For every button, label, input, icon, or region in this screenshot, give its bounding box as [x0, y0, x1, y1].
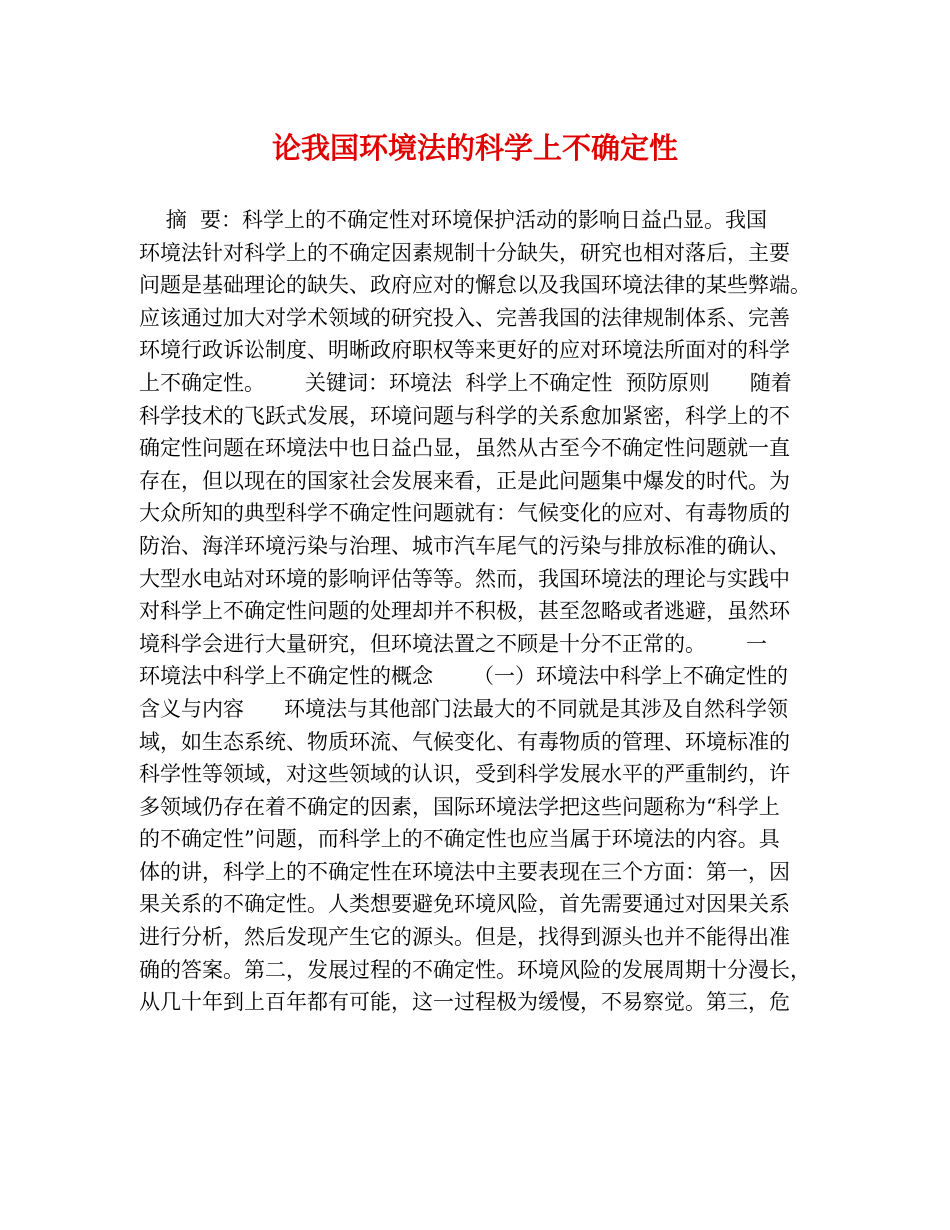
text-line: 防治、海洋环境污染与治理、城市汽车尾气的污染与排放标准的确认、: [139, 533, 790, 558]
text-line: 大众所知的典型科学不确定性问题就有：气候变化的应对、有毒物质的: [139, 501, 790, 526]
text-line: 确定性问题在环境法中也日益凸显，虽然从古至今不确定性问题就一直: [139, 436, 790, 461]
text-line: 科学技术的飞跃式发展，环境问题与科学的关系愈加紧密，科学上的不: [139, 403, 790, 428]
text-line: 含义与内容 环境法与其他部门法最大的不同就是其涉及自然科学领: [139, 696, 789, 721]
text-line: 对科学上不确定性问题的处理却并不积极，甚至忽略或者逃避，虽然环: [139, 599, 790, 624]
text-line: 域，如生态系统、物质环流、气候变化、有毒物质的管理、环境标准的: [139, 729, 790, 754]
text-line: 环境法中科学上不确定性的概念 （一）环境法中科学上不确定性的: [139, 664, 789, 689]
text-line: 摘 要：科学上的不确定性对环境保护活动的影响日益凸显。我国: [139, 208, 768, 232]
text-line: 果关系的不确定性。人类想要避免环境风险，首先需要通过对因果关系: [139, 892, 790, 917]
text-line: 应该通过加大对学术领域的研究投入、完善我国的法律规制体系、完善: [139, 305, 790, 330]
text-line: 境科学会进行大量研究，但环境法置之不顾是十分不正常的。 一: [139, 631, 768, 656]
text-line: 环境法针对科学上的不确定因素规制十分缺失，研究也相对落后，主要: [139, 240, 790, 265]
text-line: 体的讲，科学上的不确定性在环境法中主要表现在三个方面：第一，因: [139, 859, 790, 884]
text-line: 进行分析，然后发现产生它的源头。但是，找得到源头也并不能得出准: [139, 925, 790, 950]
text-line: 问题是基础理论的缺失、政府应对的懈怠以及我国环境法律的某些弊端。: [139, 273, 811, 298]
text-line: 确的答案。第二，发展过程的不确定性。环境风险的发展周期十分漫长，: [139, 957, 811, 982]
text-line: 大型水电站对环境的影响评估等等。然而，我国环境法的理论与实践中: [139, 566, 790, 591]
text-line: 存在，但以现在的国家社会发展来看，正是此问题集中爆发的时代。为: [139, 468, 790, 493]
text-line: 多领域仍存在着不确定的因素，国际环境法学把这些问题称为“科学上: [139, 794, 780, 819]
body-text: [139, 204, 829, 1019]
text-line: 环境行政诉讼制度、明晰政府职权等来更好的应对环境法所面对的科学: [139, 338, 790, 363]
text-line: 从几十年到上百年都有可能，这一过程极为缓慢，不易察觉。第三，危: [139, 990, 790, 1015]
text-line: 上不确定性。 关键词：环境法 科学上不确定性 预防原则 随着: [139, 370, 792, 395]
text-line: 的不确定性”问题，而科学上的不确定性也应当属于环境法的内容。具: [139, 827, 780, 852]
text-line: 科学性等领域，对这些领域的认识，受到科学发展水平的严重制约，许: [139, 762, 790, 787]
document-title: 论我国环境法的科学上不确定性: [271, 131, 678, 165]
